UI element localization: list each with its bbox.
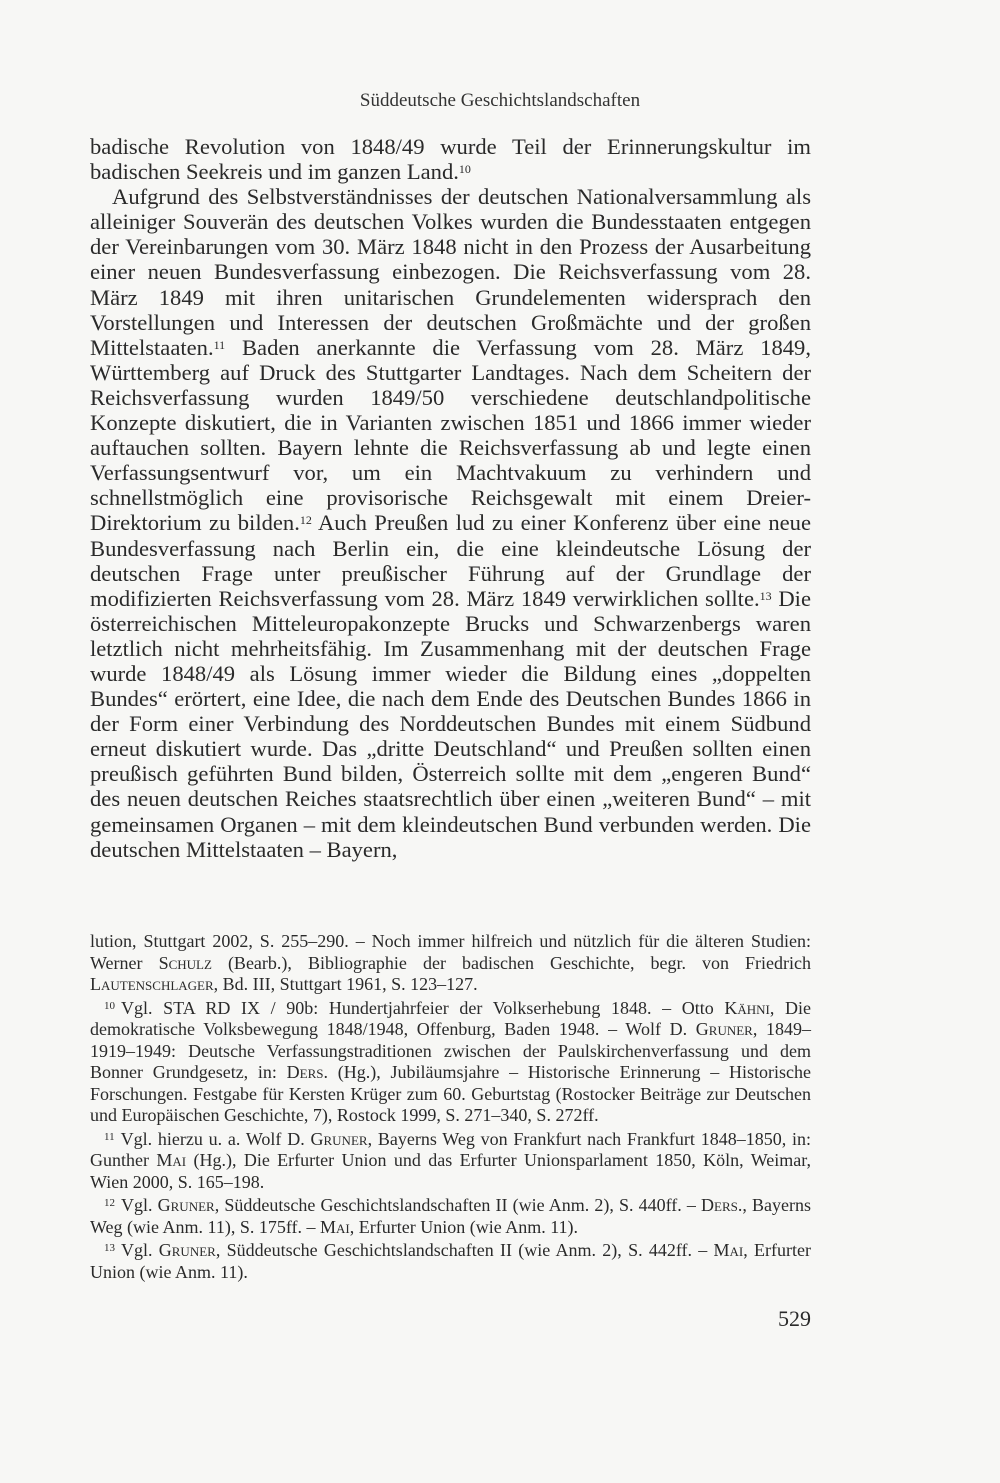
paragraph-2: Aufgrund des Selbstverständnisses der deutschen Nationalversammlung als alleiniger Souverän des deutschen Volkes wurden die Bundesstaaten entgegen der Vereinbarungen vom 30. März 1848 nicht in den Prozess der Ausarbeitung einer neuen Bundesverfassung einbezogen. Die Reichsverfassung vom 28. März 1849 mit ihren unitarischen Grundelementen widersprach den Vorstellungen und Interessen der deutschen Großmächte und der großen Mittelstaaten.$^{11}$ Baden anerkannte die Verfassung vom 28. März 1849, Württemberg auf Druck des Stuttgarter Landtages. Nach dem Scheitern der Reichsverfassung wurden 1849/50 verschiedene deutschlandpolitische Konzepte diskutiert, die in Varianten zwischen 1851 und 1866 immer wieder auftauchen sollten. Bayern lehnte die Reichsverfassung ab und legte einen Verfassungsentwurf vor, um ein Machtvakuum zu verhindern und schnellstmöglich eine provisorische Reichsgewalt mit einem Dreier-Direktorium zu bilden.$^{12}$ Auch Preußen lud zu einer Konferenz über eine neue Bundesverfassung nach Berlin ein, die eine kleindeutsche Lösung der deutschen Frage unter preußischer Führung auf der Grundlage der modifizierten Reichsverfassung vom 28. März 1849 verwirklichen sollte.$^{13}$ Die österreichischen Mitteleuropakonzepte Brucks und Schwarzenbergs waren letztlich nicht mehrheitsfähig. Im Zusammenhang mit der deutschen Frage wurde 1848/49 als Lösung immer wieder die Bildung eines „doppelten Bundes“ erörtert, eine Idee, die nach dem Ende des Deutschen Bundes 1866 in der Form einer Verbindung des Norddeutschen Bundes mit einem Südbund erneut diskutiert wurde. Das „dritte Deutschland“ und Preußen sollten einen preußisch geführten Bund bilden, Österreich sollte mit dem „engeren Bund“ des neuen deutschen Reiches staatsrechtlich über einen „weiteren Bund“ – mit gemeinsamen Organen – mit dem kleindeutschen Bund verbunden werden. Die deutschen Mittelstaaten – Bayern, xyxy=(90,184,811,862)
footnote-13: $^{13}$ Vgl. Gruner, Süddeutsche Geschichtslandschaften II (wie Anm. 2), S. 442ff. – Mai, Erfurter Union (wie Anm. 11). xyxy=(90,1240,811,1282)
footnote-ref-12[interactable]: 12 xyxy=(299,513,312,528)
footnote-ref-11[interactable]: 11 xyxy=(213,337,226,352)
footnote-number: 11 xyxy=(104,1130,115,1143)
footnote-11: $^{11}$ Vgl. hierzu u. a. Wolf D. Gruner, Bayerns Weg von Frankfurt nach Frankfurt 1848–1850, in: Gunther Mai (Hg.), Die Erfurter Union und das Erfurter Unionsparlament 1850, Köln, Weimar, Wien 2000, S. 165–198. xyxy=(90,1128,812,1192)
paragraph-1: badische Revolution von 1848/49 wurde Teil der Erinnerungskultur im badischen Seekreis und im ganzen Land.$^{10}$ xyxy=(90,134,811,185)
footnote-10: $^{10}$ Vgl. STA RD IX / 90b: Hundertjahrfeier der Volkserhebung 1848. – Otto Kähni, Die demokratische Volksbewegung 1848/1948, Offenburg, Baden 1948. – Wolf D. Gruner, 1849–1919–1949: Deutsche Verfassungstraditionen zwischen der Paulskirchenverfassung und dem Bonner Grundgesetz, in: Ders. (Hg.), Jubiläumsjahre – Historische Erinnerung – Historische Forschungen. Festgabe für Kersten Krüger zum 60. Geburtstag (Rostocker Beiträge zur Deutschen und Europäischen Geschichte, 7), Rostock 1999, S. 271–340, S. 272ff. xyxy=(90,997,812,1125)
footnote-12: $^{12}$ Vgl. Gruner, Süddeutsche Geschichtslandschaften II (wie Anm. 2), S. 440ff. – Ders., Bayerns Weg (wie Anm. 11), S. 175ff. – Mai, Erfurter Union (wie Anm. 11). xyxy=(90,1195,812,1237)
footnote-number: 10 xyxy=(104,999,115,1012)
running-header: Süddeutsche Geschichtslandschaften xyxy=(359,90,641,111)
footnote-number: 13 xyxy=(104,1242,115,1254)
footnote-ref-13[interactable]: 13 xyxy=(759,588,772,603)
body-text xyxy=(90,134,811,862)
footnote-number: 12 xyxy=(104,1197,115,1209)
footnote-ref-10[interactable]: 10 xyxy=(458,162,471,177)
footnotes xyxy=(90,931,811,1285)
footnote-9-continued: lution, Stuttgart 2002, S. 255–290. – Noch immer hilfreich und nützlich für die älteren Studien: Werner Schulz (Bearb.), Bibliographie der badischen Geschichte, begr. von Friedrich Lautenschlager, Bd. III, Stuttgart 1961, S. 123–127. xyxy=(90,931,812,994)
page-number: 529 xyxy=(778,1306,811,1331)
